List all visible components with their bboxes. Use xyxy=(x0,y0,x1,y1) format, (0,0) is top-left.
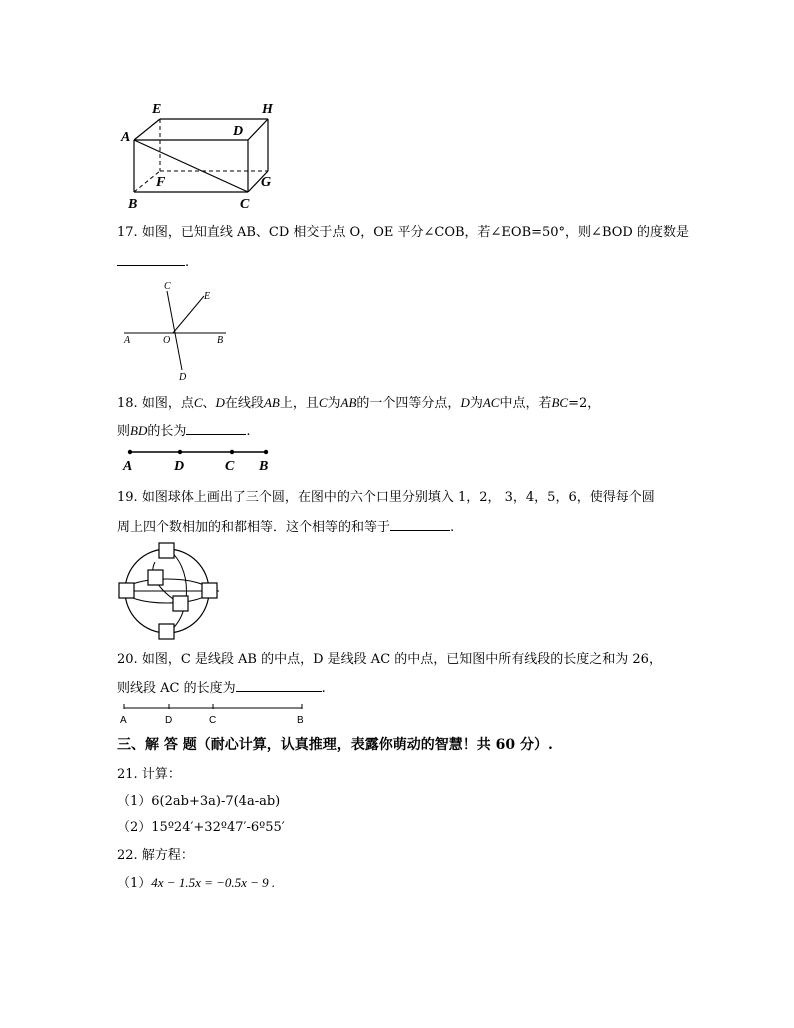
intersecting-lines-figure xyxy=(118,278,238,382)
point-label-o: O xyxy=(163,335,171,346)
point-label-c: C xyxy=(209,715,217,726)
equation: 4x − 1.5x = −0.5x − 9 . xyxy=(151,875,276,890)
question-number: 21. xyxy=(117,767,138,782)
point-label-b: B xyxy=(217,335,224,346)
question-20 xyxy=(117,652,662,668)
question-19-line2: 周上四个数相加的和都相等．这个相等的和等于 . xyxy=(117,520,455,535)
number-box[interactable] xyxy=(202,583,217,598)
question-number: 17. xyxy=(117,225,138,240)
question-21: 21. 计算： xyxy=(117,767,181,782)
question-22: 22. 解方程： xyxy=(117,848,194,863)
question-text: 如图球体上画出了三个圆，在图中的六个口里分别填入 1，2， 3，4，5，6，使得每个圆 xyxy=(141,490,655,505)
question-number: 22. xyxy=(117,848,138,863)
prism-figure xyxy=(110,95,290,213)
vertex-label-b: B xyxy=(128,197,138,212)
q21-item-1: （1）6(2ab+3a)-7(4a-ab) xyxy=(117,794,281,809)
vertex-label-a: A xyxy=(121,130,131,145)
vertex-label-e: E xyxy=(152,102,162,117)
question-number: 20. xyxy=(117,652,138,667)
segment-figure-18 xyxy=(118,444,278,474)
number-box[interactable] xyxy=(119,583,134,598)
question-19 xyxy=(117,490,655,506)
vertex-label-c: C xyxy=(240,197,250,212)
number-box[interactable] xyxy=(159,624,174,639)
point-label-d: D xyxy=(179,372,187,383)
number-box[interactable] xyxy=(159,543,174,558)
period: . xyxy=(185,255,190,270)
vertex-label-d: D xyxy=(233,124,244,139)
question-17-answer-line xyxy=(117,253,189,271)
point-label-a: A xyxy=(120,715,127,726)
question-text: 如图，C 是线段 AB 的中点，D 是线段 AC 的中点，已知图中所有线段的长度之和为 26， xyxy=(141,652,662,667)
question-text: 如图，已知直线 AB、CD 相交于点 O，OE 平分∠COB，若∠EOB=50°，则∠BOD 的度数是 xyxy=(141,225,689,240)
question-number: 18. xyxy=(117,396,138,411)
sphere-circles-figure xyxy=(115,540,225,644)
point-label-b: B xyxy=(297,715,304,726)
number-box[interactable] xyxy=(148,570,163,585)
point-label-c: C xyxy=(164,281,171,292)
number-box[interactable] xyxy=(173,596,188,611)
segment-figure-20 xyxy=(116,700,312,728)
vertex-label-h: H xyxy=(262,102,273,117)
answer-blank[interactable] xyxy=(236,679,322,692)
question-18-line2: 则BD的长为 . xyxy=(117,423,251,439)
point-label-e: E xyxy=(204,291,211,302)
point-label-a: A xyxy=(123,459,133,474)
section-title: 三、解 答 题（耐心计算，认真推理，表露你萌动的智慧！共 60 分）. xyxy=(117,737,553,753)
point-label-d: D xyxy=(174,459,185,474)
answer-blank[interactable] xyxy=(186,422,246,435)
point-label-b: B xyxy=(259,459,269,474)
point-label-c: C xyxy=(225,459,235,474)
question-number: 19. xyxy=(117,490,138,505)
question-18: 18. 如图，点C、D在线段AB上，且C为AB的一个四等分点，D为AC中点，若BC=2， xyxy=(117,395,601,411)
q21-item-2: （2）15º24′+32º47′-6º55′ xyxy=(117,820,285,835)
vertex-label-g: G xyxy=(261,175,272,190)
answer-blank[interactable] xyxy=(390,518,450,531)
answer-blank[interactable] xyxy=(117,253,185,266)
question-17 xyxy=(117,225,689,241)
vertex-label-f: F xyxy=(156,175,166,190)
question-20-line2: 则线段 AC 的长度为 . xyxy=(117,681,326,696)
point-label-d: D xyxy=(165,715,173,726)
point-label-a: A xyxy=(124,335,131,346)
q22-item-1: （1）4x − 1.5x = −0.5x − 9 . xyxy=(117,875,276,891)
